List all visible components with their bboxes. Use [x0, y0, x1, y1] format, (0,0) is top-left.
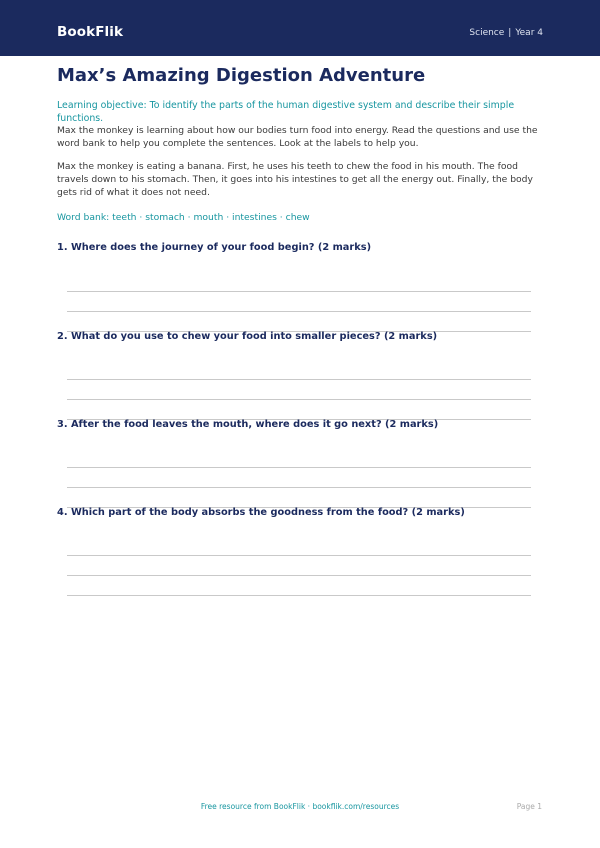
subject-label: Science	[469, 28, 505, 38]
answer-line[interactable]	[67, 575, 531, 576]
subject-separator: |	[508, 28, 512, 38]
answer-line[interactable]	[67, 467, 531, 468]
page-number: Page 1	[516, 802, 542, 811]
answer-line[interactable]	[67, 399, 531, 400]
subject-year-label	[469, 27, 543, 39]
year-label: Year 4	[515, 28, 543, 38]
answer-line[interactable]	[67, 555, 531, 556]
answer-line[interactable]	[67, 311, 531, 312]
question-3: 3. After the food leaves the mouth, where does it go next? (2 marks)	[57, 419, 439, 430]
brand-logo-text[interactable]: BookFlik	[57, 24, 124, 40]
question-1: 1. Where does the journey of your food begin? (2 marks)	[57, 242, 372, 253]
intro-paragraph: Max the monkey is learning about how our bodies turn food into energy. Read the questions and use the word bank to help you complete the sentences. Look at the labels to help you.	[57, 125, 538, 149]
footer-resource-link[interactable]: Free resource from BookFlik · bookflik.com/resources	[200, 802, 400, 811]
word-bank: Word bank: teeth · stomach · mouth · intestines · chew	[57, 212, 310, 223]
answer-line[interactable]	[67, 291, 531, 292]
answer-line[interactable]	[67, 595, 531, 596]
header-bar	[0, 0, 600, 56]
learning-objective: Learning objective: To identify the parts of the human digestive system and describe their simple functions.	[57, 100, 515, 124]
worksheet-title: Max’s Amazing Digestion Adventure	[57, 65, 426, 86]
question-4: 4. Which part of the body absorbs the goodness from the food? (2 marks)	[57, 507, 465, 518]
answer-line[interactable]	[67, 379, 531, 380]
question-2: 2. What do you use to chew your food into smaller pieces? (2 marks)	[57, 331, 438, 342]
answer-line[interactable]	[67, 487, 531, 488]
story-paragraph: Max the monkey is eating a banana. First, he uses his teeth to chew the food in his mouth. The food travels down to his stomach. Then, it goes into his intestines to get all the energy out. Finally, the body gets rid of what it does not need.	[57, 161, 533, 198]
